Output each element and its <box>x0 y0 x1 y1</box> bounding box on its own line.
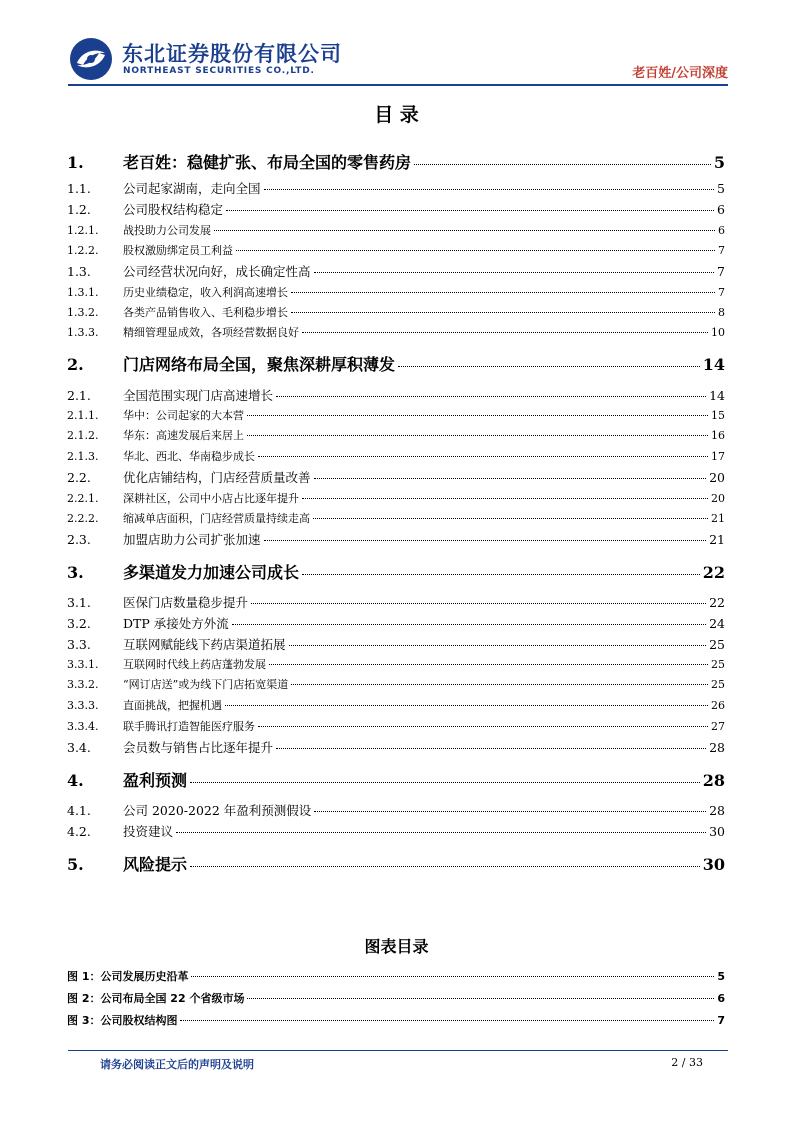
leader-dots <box>302 498 708 499</box>
toc-entry-label: 会员数与销售占比逐年提升 <box>123 740 274 755</box>
toc-entry[interactable] <box>67 635 725 653</box>
toc-entry-label: 优化店铺结构，门店经营质量改善 <box>123 470 311 485</box>
toc-entry-page: 6 <box>717 202 725 217</box>
figure-entry[interactable] <box>67 990 725 1006</box>
leader-dots <box>191 976 714 977</box>
leader-dots <box>276 396 706 397</box>
toc-entry-number: 1.1. <box>67 181 91 196</box>
toc-entry[interactable] <box>67 738 725 756</box>
toc-entry[interactable] <box>67 490 725 506</box>
toc-entry-page: 25 <box>711 658 725 671</box>
toc-entry-label: 华中：公司起家的大本营 <box>123 409 244 422</box>
toc-entry[interactable] <box>67 852 725 875</box>
leader-dots <box>225 705 708 706</box>
leader-dots <box>258 456 708 457</box>
leader-dots <box>226 210 714 211</box>
report-type: 老百姓/公司深度 <box>632 66 728 81</box>
toc-entry-label: “网订店送”或为线下门店拓宽渠道 <box>123 678 289 691</box>
toc-entry-number: 3.3.3. <box>67 699 99 712</box>
toc-entry-number: 3.2. <box>67 616 91 631</box>
toc-entry-label: 多渠道发力加速公司成长 <box>123 563 300 582</box>
toc-entry-number: 1.2. <box>67 202 91 217</box>
header-divider <box>68 84 728 86</box>
toc-entry-number: 3.4. <box>67 740 91 755</box>
toc-entry-label: 互联网时代线上药店蓬勃发展 <box>123 658 266 671</box>
toc-entry-page: 14 <box>702 355 725 374</box>
toc-entry[interactable] <box>67 530 725 548</box>
toc-entry-label: 华东：高速发展后来居上 <box>123 429 244 442</box>
toc-entry-page: 15 <box>711 409 725 422</box>
toc-entry-page: 7 <box>718 286 725 299</box>
toc-entry-label: 历史业绩稳定，收入利润高速增长 <box>123 286 288 299</box>
toc-entry-label: 华北、西北、华南稳步成长 <box>123 450 255 463</box>
leader-dots <box>289 645 707 646</box>
leader-dots <box>313 518 708 519</box>
figure-entry-page: 7 <box>717 1014 725 1027</box>
toc-entry-number: 2.2. <box>67 470 91 485</box>
toc-entry-number: 2.1. <box>67 388 91 403</box>
toc-entry-label: 风险提示 <box>123 855 188 874</box>
toc-entry-page: 21 <box>709 532 725 547</box>
leader-dots <box>264 540 707 541</box>
figure-entry[interactable] <box>67 1012 725 1028</box>
leader-dots <box>291 292 715 293</box>
toc-entry-page: 24 <box>709 616 725 631</box>
leader-dots <box>251 603 706 604</box>
company-name-en: NORTHEAST SECURITIES CO.,LTD. <box>123 66 315 76</box>
toc-entry-number: 3.1. <box>67 595 91 610</box>
northeast-securities-logo-icon <box>68 36 114 82</box>
toc-entry-number: 4. <box>67 771 84 790</box>
toc-entry-number: 4.1. <box>67 803 91 818</box>
toc-entry-number: 2.2.1. <box>67 492 99 505</box>
leader-dots <box>314 478 707 479</box>
leader-dots <box>269 664 708 665</box>
toc-entry[interactable] <box>67 468 725 486</box>
toc-entry-number: 2.1.1. <box>67 409 99 422</box>
leader-dots <box>236 250 715 251</box>
toc-entry-number: 3.3.1. <box>67 658 99 671</box>
toc-entry-page: 25 <box>709 637 725 652</box>
page-indicator: 2 / 33 <box>671 1056 703 1069</box>
toc-entry-page: 17 <box>711 450 725 463</box>
toc-entry-number: 1.3. <box>67 264 91 279</box>
toc-entry[interactable] <box>67 324 725 340</box>
toc-entry[interactable] <box>67 242 725 258</box>
toc-title: 目 录 <box>374 104 419 126</box>
toc-entry-number: 2. <box>67 355 84 374</box>
toc-entry-label: 加盟店助力公司扩张加速 <box>123 532 261 547</box>
toc-entry-label: 股权激励绑定员工利益 <box>123 244 233 257</box>
toc-entry-label: 各类产品销售收入、毛利稳步增长 <box>123 306 288 319</box>
toc-entry[interactable] <box>67 822 725 840</box>
toc-entry-number: 3.3. <box>67 637 91 652</box>
leader-dots <box>258 726 708 727</box>
leader-dots <box>276 748 706 749</box>
toc-entry[interactable] <box>67 697 725 713</box>
toc-entry-label: 公司起家湖南，走向全国 <box>123 181 261 196</box>
toc-entry-number: 3. <box>67 563 84 582</box>
toc-entry[interactable] <box>67 386 725 404</box>
toc-entry-page: 25 <box>711 678 725 691</box>
leader-dots <box>291 312 715 313</box>
toc-entry[interactable] <box>67 801 725 819</box>
toc-entry[interactable] <box>67 352 725 375</box>
toc-entry-label: 投资建议 <box>123 824 174 839</box>
toc-entry-page: 6 <box>718 224 725 237</box>
toc-entry-page: 30 <box>709 824 725 839</box>
leader-dots <box>190 866 700 867</box>
toc-entry-label: 直面挑战，把握机遇 <box>123 699 222 712</box>
leader-dots <box>302 574 700 575</box>
toc-entry-label: 老百姓：稳健扩张、布局全国的零售药房 <box>123 153 412 172</box>
toc-entry-number: 1.2.1. <box>67 224 99 237</box>
toc-entry-label: 战投助力公司发展 <box>123 224 211 237</box>
leader-dots <box>314 811 706 812</box>
figure-entry-page: 5 <box>717 970 725 983</box>
toc-entry-page: 28 <box>709 803 725 818</box>
toc-entry[interactable] <box>67 718 725 734</box>
leader-dots <box>247 998 714 999</box>
leader-dots <box>398 366 700 367</box>
toc-entry-number: 2.1.2. <box>67 429 99 442</box>
toc-entry-label: 盈利预测 <box>123 771 188 790</box>
toc-entry-page: 21 <box>711 512 725 525</box>
toc-entry[interactable] <box>67 427 725 443</box>
toc-entry[interactable] <box>67 656 725 672</box>
toc-entry-label: 缩减单店面积，门店经营质量持续走高 <box>123 512 310 525</box>
figure-entry-label: 图 1：公司发展历史沿革 <box>67 970 189 983</box>
toc-entry-label: 公司经营状况向好，成长确定性高 <box>123 264 311 279</box>
toc-entry-label: 全国范围实现门店高速增长 <box>123 388 274 403</box>
toc-entry-label: 互联网赋能线下药店渠道拓展 <box>123 637 286 652</box>
leader-dots <box>302 332 708 333</box>
toc-entry-page: 10 <box>711 326 725 339</box>
toc-entry-page: 8 <box>718 306 725 319</box>
figure-entry-label: 图 2：公司布局全国 22 个省级市场 <box>67 992 245 1005</box>
toc-entry-page: 20 <box>709 470 725 485</box>
toc-entry-label: 精细管理显成效，各项经营数据良好 <box>123 326 299 339</box>
toc-entry-number: 4.2. <box>67 824 91 839</box>
leader-dots <box>176 832 706 833</box>
toc-entry-page: 14 <box>709 388 725 403</box>
toc-entry-number: 5. <box>67 855 84 874</box>
toc-entry-label: 门店网络布局全国，聚焦深耕厚积薄发 <box>123 355 396 374</box>
toc-entry[interactable] <box>67 407 725 423</box>
toc-entry[interactable] <box>67 304 725 320</box>
toc-entry[interactable] <box>67 593 725 611</box>
figure-list-title: 图表目录 <box>364 937 429 956</box>
toc-entry-number: 1.3.3. <box>67 326 99 339</box>
toc-entry-label: 联手腾讯打造智能医疗服务 <box>123 720 255 733</box>
toc-entry[interactable] <box>67 614 725 632</box>
toc-entry[interactable] <box>67 200 725 218</box>
leader-dots <box>232 624 706 625</box>
toc-entry-number: 1. <box>67 153 84 172</box>
toc-entry-number: 2.2.2. <box>67 512 99 525</box>
toc-entry[interactable] <box>67 448 725 464</box>
toc-entry[interactable] <box>67 179 725 197</box>
toc-entry-page: 26 <box>711 699 725 712</box>
figure-entry-label: 图 3：公司股权结构图 <box>67 1014 178 1027</box>
leader-dots <box>190 782 700 783</box>
toc-entry[interactable] <box>67 768 725 791</box>
toc-entry-number: 1.2.2. <box>67 244 99 257</box>
toc-entry-number: 1.3.1. <box>67 286 99 299</box>
leader-dots <box>247 435 708 436</box>
figure-entry[interactable] <box>67 968 725 984</box>
footer-notice: 请务必阅读正文后的声明及说明 <box>100 1058 254 1071</box>
toc-entry[interactable] <box>67 560 725 583</box>
toc-entry-label: 公司 2020-2022 年盈利预测假设 <box>123 803 312 818</box>
toc-entry-page: 16 <box>711 429 725 442</box>
toc-entry-page: 28 <box>702 771 725 790</box>
toc-entry-label: 深耕社区，公司中小店占比逐年提升 <box>123 492 299 505</box>
leader-dots <box>180 1020 714 1021</box>
figure-entry-page: 6 <box>717 992 725 1005</box>
leader-dots <box>314 272 715 273</box>
company-name-cn: 东北证券股份有限公司 <box>122 42 342 66</box>
toc-entry-label: DTP 承接处方外流 <box>123 616 229 631</box>
toc-entry-page: 7 <box>717 264 725 279</box>
leader-dots <box>414 164 711 165</box>
toc-entry-page: 20 <box>711 492 725 505</box>
toc-entry-page: 28 <box>709 740 725 755</box>
toc-entry[interactable] <box>67 676 725 692</box>
toc-entry-number: 1.3.2. <box>67 306 99 319</box>
leader-dots <box>247 415 708 416</box>
toc-entry-number: 2.1.3. <box>67 450 99 463</box>
toc-entry-label: 公司股权结构稳定 <box>123 202 224 217</box>
page-header <box>68 34 728 84</box>
footer-divider <box>68 1050 728 1051</box>
toc-entry[interactable] <box>67 150 725 173</box>
toc-entry-page: 7 <box>718 244 725 257</box>
toc-entry-number: 3.3.2. <box>67 678 99 691</box>
toc-entry[interactable] <box>67 222 725 238</box>
toc-entry[interactable] <box>67 262 725 280</box>
toc-entry[interactable] <box>67 284 725 300</box>
toc-entry[interactable] <box>67 510 725 526</box>
toc-entry-page: 5 <box>717 181 725 196</box>
toc-entry-page: 30 <box>702 855 725 874</box>
toc-entry-number: 2.3. <box>67 532 91 547</box>
toc-entry-label: 医保门店数量稳步提升 <box>123 595 249 610</box>
toc-entry-page: 5 <box>713 153 725 172</box>
leader-dots <box>264 189 715 190</box>
toc-entry-page: 27 <box>711 720 725 733</box>
leader-dots <box>214 230 715 231</box>
toc-entry-page: 22 <box>709 595 725 610</box>
leader-dots <box>291 684 708 685</box>
toc-entry-page: 22 <box>702 563 725 582</box>
toc-entry-number: 3.3.4. <box>67 720 99 733</box>
